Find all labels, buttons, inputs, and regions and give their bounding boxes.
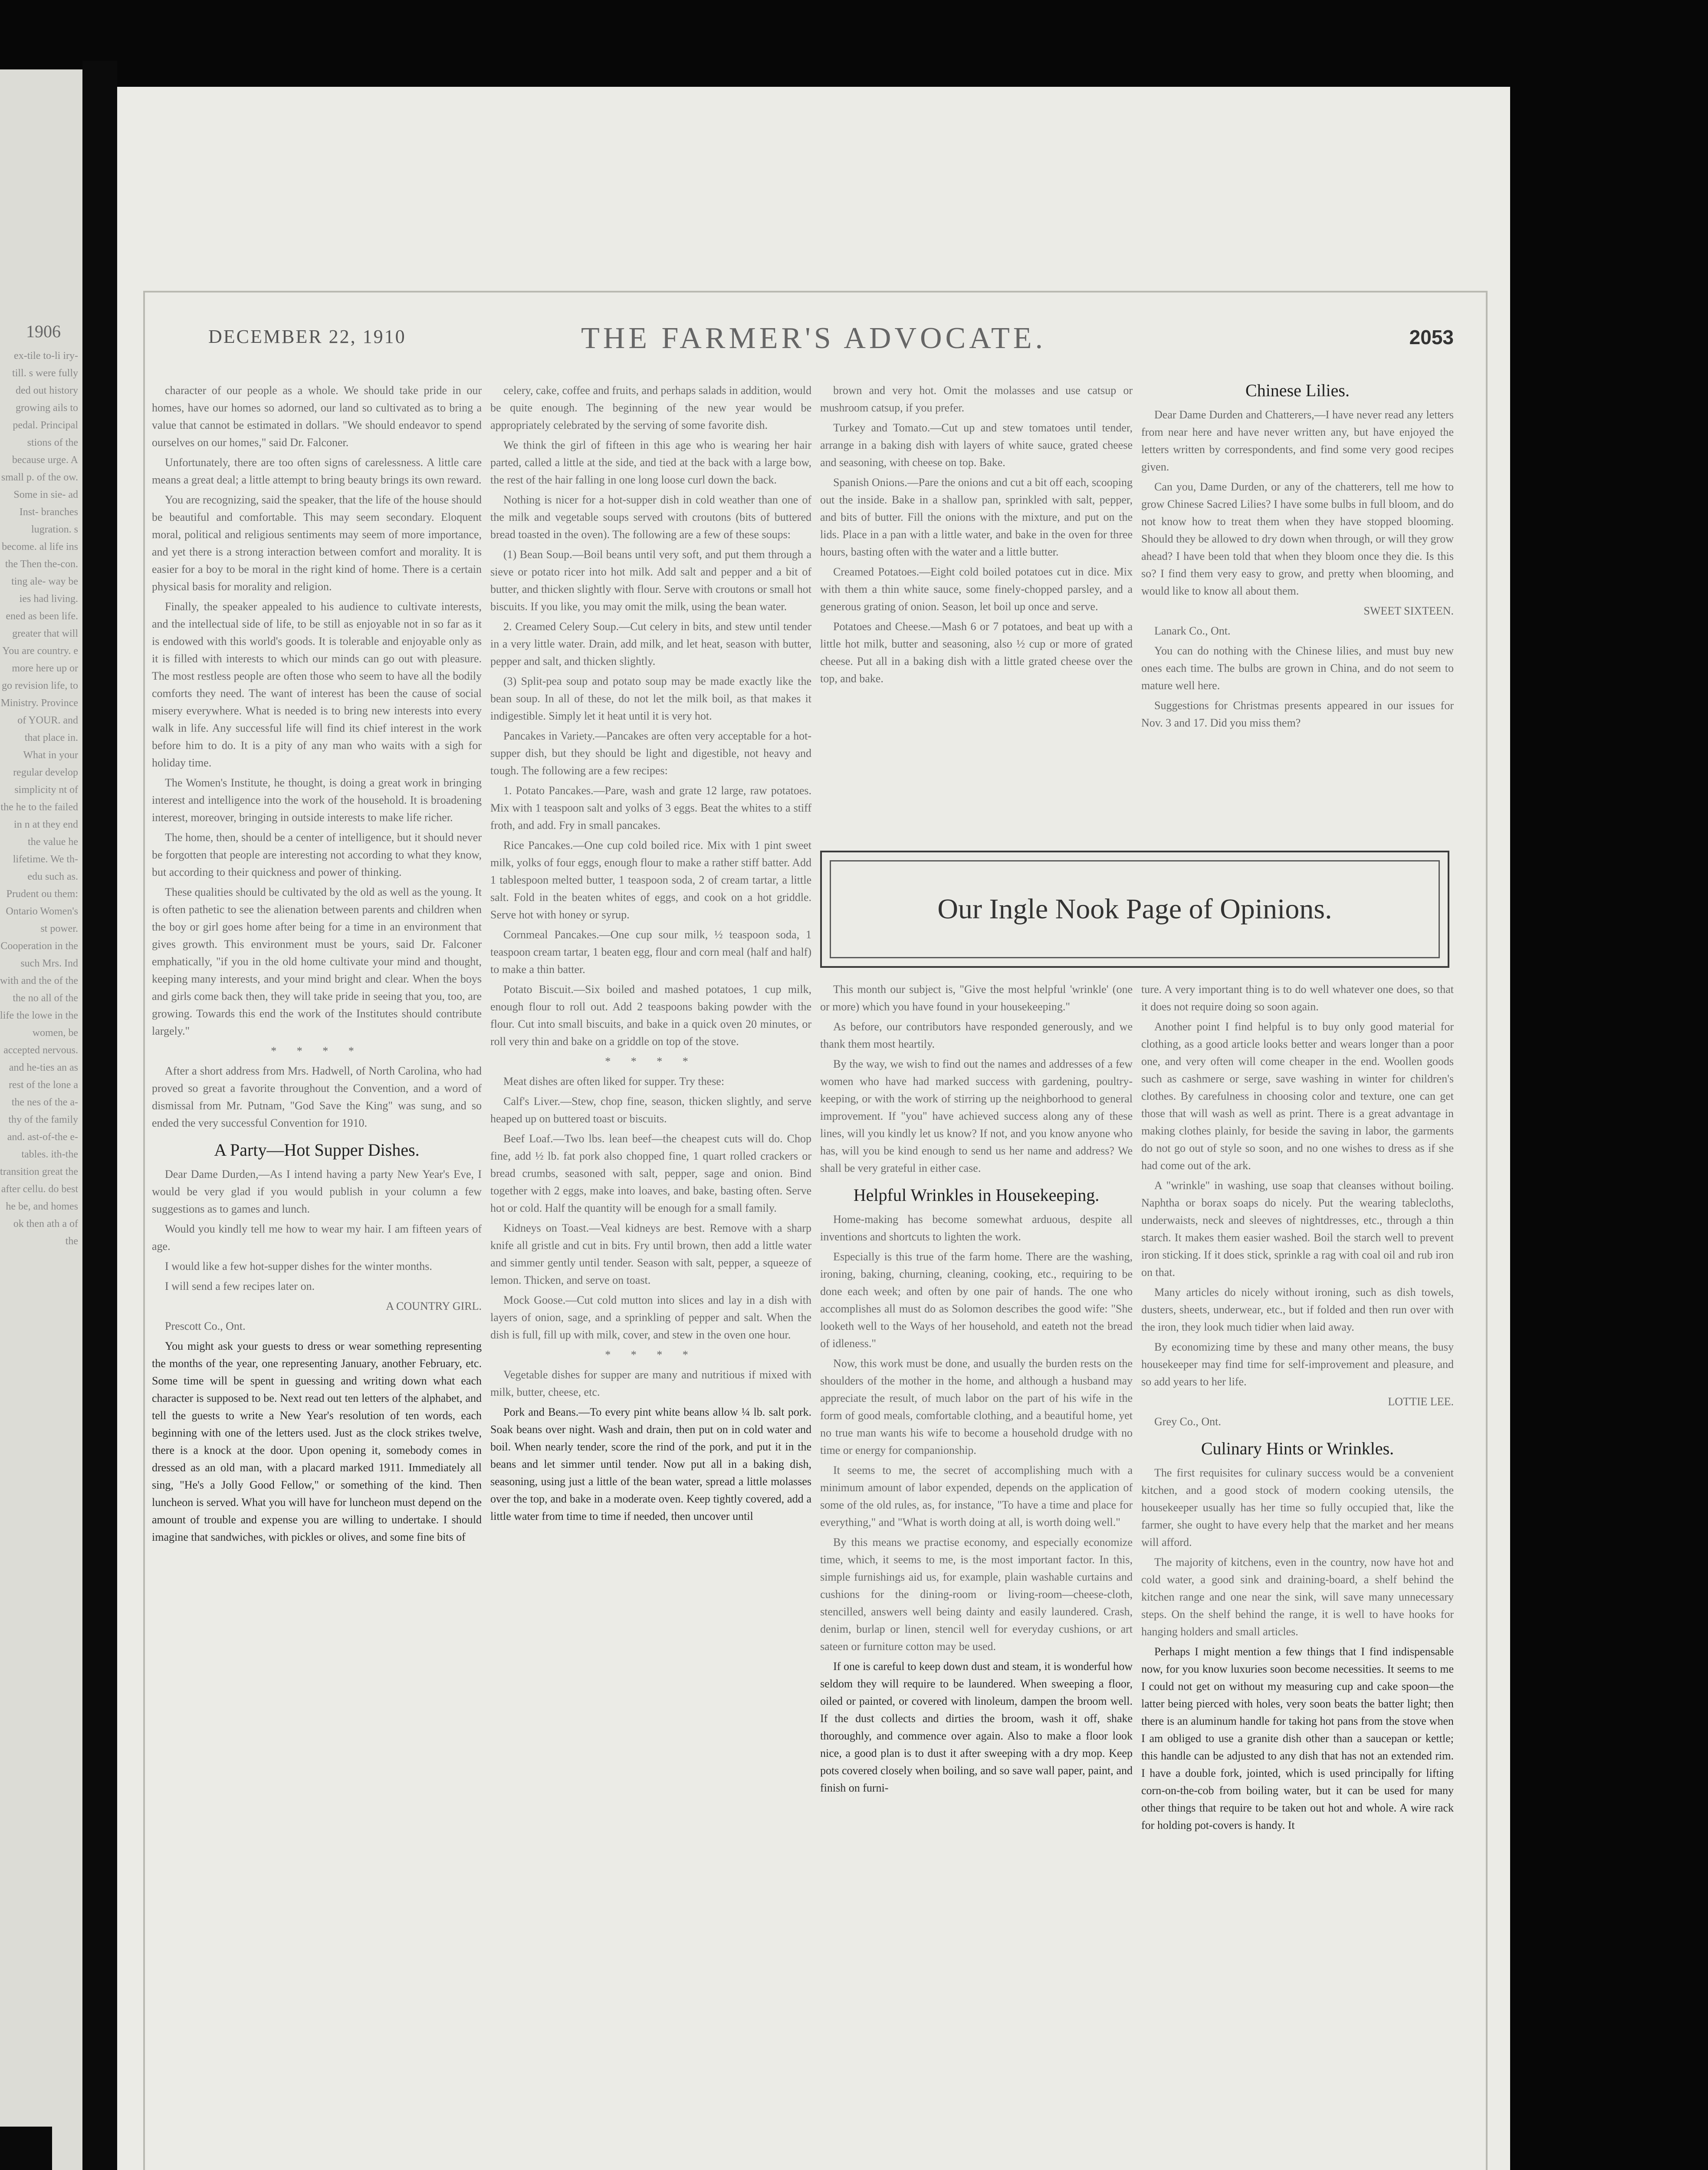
paragraph: Pancakes in Variety.—Pancakes are often very acceptable for a hot-supper dish, but they should be light and digestible, not heavy and tough. The following are a few recipes: bbox=[490, 730, 811, 777]
place-line: Lanark Co., Ont. bbox=[1154, 625, 1231, 637]
paragraph: These qualities should be cultivated by the old as well as the young. It is often pathetic to see the alienation between parents and children when the boy or girl goes home after being for a time in an environment that gives growth. This environment must be yours, said Dr. Falconer emphatically, "if you in the old home cultivate your mind and thought, keeping many interests, and your mind bright and clear. When the boys and girls come back then, they will take pride in seeing that you, too, are growing. Towards this end the work of the Institutes should contribute largely." bbox=[152, 886, 482, 1037]
paragraph: Can you, Dame Durden, or any of the chatterers, tell me how to grow Chinese Sacred Lilies? I have some bulbs in full bloom, and do not know how to treat them when they have stopped blooming. Should they be allowed to dry down when through, or will they grow ahead? I have been told that when they bloom once they die. Is this so? I find them very easy to grow, and pretty when blooming, and would like to know all about them. bbox=[1141, 480, 1454, 597]
paragraph: celery, cake, coffee and fruits, and perhaps salads in addition, would be quite enough. The beginning of the new year would be appropriately celebrated by the serving of some favorite dish. bbox=[490, 384, 811, 431]
paragraph: Cornmeal Pancakes.—One cup sour milk, ½ teaspoon soda, 1 teaspoon cream tartar, 1 beaten egg, flour and corn meal (half and half) to make a thin batter. bbox=[490, 928, 811, 976]
paragraph: ture. A very important thing is to do well whatever one does, so that it does not require doing so soon again. bbox=[1141, 983, 1454, 1013]
paragraph: The Women's Institute, he thought, is doing a great work in bringing interest and intelligence into the work of the household. It is broadening interest, moreover, bringing in outside interests to make life richer. bbox=[152, 776, 482, 824]
paragraph: As before, our contributors have responded generously, and we thank them most heartily. bbox=[820, 1020, 1133, 1050]
ingle-nook-title-box bbox=[820, 851, 1449, 968]
paragraph: You might ask your guests to dress or wear something representing the months of the year, one representing January, another February, etc. Some time will be spent in guessing and writing down what each character is supposed to be. Next read out ten letters of the alphabet, and tell the guests to write a New Year's resolution of ten words, each beginning with one of the letters used. Just as the clock strikes twelve, there is a knock at the door. Upon opening it, somebody comes in dressed as an old man, with a placard marked 1911. Immediately all sing, "He's a Jolly Good Fellow," or something of the kind. Then luncheon is served. What you will have for luncheon must depend on the amount of trouble and expense you are willing to undertake. I should imagine that sandwiches, with pickles or olives, and some fine bits of bbox=[152, 1340, 482, 1543]
paragraph: You are recognizing, said the speaker, that the life of the house should be beautiful and comfortable. This may seem secondary. Eloquent moral, political and religious sentiments may seem of more importance, and yet there is a strong interaction between comfort and morality. It is easier for a boy to be moral in the right kind of home. There is a certain physical basis for morality and religion. bbox=[152, 493, 482, 593]
paragraph: Would you kindly tell me how to wear my hair. I am fifteen years of age. bbox=[152, 1223, 482, 1253]
paragraph: It seems to me, the secret of accomplishing much with a minimum amount of labor expended, depends on the application of some of the old rules, as, for instance, "To have a time and place for everything," and "What is worth doing at all, is worth doing well." bbox=[820, 1464, 1133, 1529]
paragraph: (3) Split-pea soup and potato soup may be made exactly like the bean soup. In all of these, do not let the milk boil, as that makes it indigestible. Simply let it heat until it is very hot. bbox=[490, 675, 811, 722]
signature: A COUNTRY GIRL. bbox=[386, 1300, 482, 1312]
column-4-top bbox=[1141, 382, 1454, 842]
binding-spine bbox=[82, 61, 117, 2170]
signature: LOTTIE LEE. bbox=[1388, 1395, 1454, 1408]
newspaper-page bbox=[117, 87, 1510, 2170]
section-separator: * * * * bbox=[271, 1045, 363, 1057]
paragraph: Now, this work must be done, and usually the burden rests on the shoulders of the mother in the home, and although a husband may appreciate the result, of much labor on the part of his wife in the form of good meals, comfortable clothing, and a beautiful home, yet no true man wants his wife to become a household drudge with no time or energy for companionship. bbox=[820, 1357, 1133, 1457]
paragraph: 1. Potato Pancakes.—Pare, wash and grate 12 large, raw potatoes. Mix with 1 teaspoon salt and yolks of 3 eggs. Beat the whites to a stiff froth, and add. Fry in small pancakes. bbox=[490, 784, 811, 832]
paragraph: Potatoes and Cheese.—Mash 6 or 7 potatoes, and beat up with a little hot milk, butter and seasoning, also ½ cup or more of grated cheese. Put all in a baking dish with a little grated cheese over the top, and bake. bbox=[820, 620, 1133, 685]
paragraph: Kidneys on Toast.—Veal kidneys are best. Remove with a sharp knife all gristle and cut in bits. Fry until brown, then add a little water and simmer gently until tender. Season with salt, pepper, a squeeze of lemon. Thicken, and serve on toast. bbox=[490, 1222, 811, 1286]
paragraph: Dear Dame Durden,—As I intend having a party New Year's Eve, I would be very glad if you would publish in your column a few suggestions as to games and lunch. bbox=[152, 1168, 482, 1215]
paragraph: Another point I find helpful is to buy only good material for clothing, as a good article looks better and wears longer than a poor one, and very often will come cheaper in the end. Woollen goods such as cashmere or serge, save washing in winter for children's clothes. By carefulness in choosing color and texture, one can get those that will wash as well as print. There is a great advantage in making clothes plainly, for beside the saving in labor, the garments do not go out of style so soon, and no one wishes to dress as if she had come out of the ark. bbox=[1141, 1020, 1454, 1172]
paragraph: By economizing time by these and many other means, the busy housekeeper may find time for self-improvement and pleasure, and so add years to her life. bbox=[1141, 1341, 1454, 1388]
paragraph: Vegetable dishes for supper are many and nutritious if mixed with milk, butter, cheese, etc. bbox=[490, 1368, 811, 1398]
film-edge-mark bbox=[0, 2127, 52, 2170]
paragraph: We think the girl of fifteen in this age who is wearing her hair parted, called a little at the side, and tied at the back with a large bow, the rest of the hair falling in one long loose curl down the back. bbox=[490, 439, 811, 486]
paragraph: Especially is this true of the farm home. There are the washing, ironing, baking, churning, cleaning, cooking, etc., requiring to be done each week; and often by one pair of hands. The one who accomplishes all must do as Solomon describes the good wife: "She looketh well to the Ways of her household, and eateth not the bread of idleness." bbox=[820, 1250, 1133, 1350]
paragraph: A "wrinkle" in washing, use soap that cleanses without boiling. Naphtha or borax soaps do nicely. Put the wearing tablecloths, underwaists, neck and sleeves of nightdresses, etc., through a thin starch. It makes them easier washed. Boil the starch well to prevent iron sticking. If it does stick, sprinkle a rag with coal oil and rub iron on that. bbox=[1141, 1179, 1454, 1279]
paragraph: brown and very hot. Omit the molasses and use catsup or mushroom catsup, if you prefer. bbox=[820, 384, 1133, 414]
paragraph: Creamed Potatoes.—Eight cold boiled potatoes cut in dice. Mix with them a thin white sauce, some finely-chopped parsley, and a generous grating of onion. Season, let boil up once and serve. bbox=[820, 566, 1133, 613]
place-line: Prescott Co., Ont. bbox=[165, 1320, 246, 1332]
paragraph: Dear Dame Durden and Chatterers,—I have never read any letters from near here and have never written any, but have enjoyed the letters written by correspondents, and find some very good recipes given. bbox=[1141, 408, 1454, 473]
section-separator: * * * * bbox=[605, 1348, 697, 1361]
column-3-top bbox=[820, 382, 1133, 842]
paragraph: (1) Bean Soup.—Boil beans until very soft, and put them through a sieve or potato ricer into hot milk. Add salt and pepper and a bit of butter, and thicken slightly with flour. Serve with croutons or small hot biscuits. If you like, you may omit the milk, using the bean water. bbox=[490, 548, 811, 613]
paragraph: Rice Pancakes.—One cup cold boiled rice. Mix with 1 pint sweet milk, yolks of four eggs, enough flour to make a rather stiff batter. Add 1 tablespoon melted butter, 1 teaspoon soda, 2 of cream tartar, a little salt. Fold in the beaten whites of eggs, and cook on a hot griddle. Serve hot with honey or syrup. bbox=[490, 839, 811, 921]
paragraph: Calf's Liver.—Stew, chop fine, season, thicken slightly, and serve heaped up on buttered toast or biscuits. bbox=[490, 1095, 811, 1125]
paragraph: Pork and Beans.—To every pint white beans allow ¼ lb. salt pork. Soak beans over night. Wash and drain, then put on in cold water and boil. When nearly tender, score the rind of the pork, and put it in the beans and let simmer until tender. Now put all in a baking dish, seasoning, using just a little of the bean water, spread a little molasses over the top, and bake in a moderate oven. Keep tightly covered, add a little water from time to time if needed, then uncover until bbox=[490, 1406, 811, 1522]
place-line: Grey Co., Ont. bbox=[1154, 1415, 1221, 1428]
page-number: 2053 bbox=[1409, 326, 1454, 349]
paragraph: You can do nothing with the Chinese lilies, and must buy new ones each time. The bulbs are grown in China, and do not seem to mature well here. bbox=[1141, 644, 1454, 692]
section-heading: A Party—Hot Supper Dishes. bbox=[214, 1140, 420, 1160]
paragraph: Meat dishes are often liked for supper. Try these: bbox=[503, 1075, 725, 1088]
column-2 bbox=[490, 382, 811, 2170]
paragraph: Nothing is nicer for a hot-supper dish in cold weather than one of the milk and vegetable soups served with croutons (bits of buttered bread toasted in the oven). The following are a few of these soups: bbox=[490, 493, 811, 541]
header-title: THE FARMER'S ADVOCATE. bbox=[581, 322, 1047, 355]
column-1 bbox=[152, 382, 482, 2170]
paragraph: Home-making has become somewhat arduous, despite all inventions and shortcuts to lighten the work. bbox=[820, 1213, 1133, 1243]
previous-page-edge bbox=[0, 69, 82, 2170]
paragraph: The home, then, should be a center of intelligence, but it should never be forgotten that people are interesting not according to what they know, but according to their quickness and power of thinking. bbox=[152, 831, 482, 878]
paragraph: After a short address from Mrs. Hadwell, of North Carolina, who had proved so great a favorite throughout the Convention, and a word of dismissal from Mr. Putnam, "God Save the King" was sung, and so ended the very successful Convention for 1910. bbox=[152, 1065, 482, 1129]
header-date: DECEMBER 22, 1910 bbox=[208, 326, 406, 347]
paragraph: 2. Creamed Celery Soup.—Cut celery in bits, and stew until tender in a very little water. Drain, add milk, and let heat, season with butter, pepper and salt, and thicken slightly. bbox=[490, 620, 811, 667]
paragraph: Beef Loaf.—Two lbs. lean beef—the cheapest cuts will do. Chop fine, add ½ lb. fat pork also chopped fine, 1 quart rolled crackers or bread crumbs, seasoned with salt, pepper, sage and onion. Bind together with 2 eggs, make into loaves, and bake, basting often. Serve hot or cold. Half the quantity will be enough for a small family. bbox=[490, 1132, 811, 1214]
ingle-nook-inner-frame bbox=[830, 860, 1440, 958]
paragraph: Suggestions for Christmas presents appeared in our issues for Nov. 3 and 17. Did you miss them? bbox=[1141, 699, 1454, 729]
page-header bbox=[161, 321, 1467, 365]
paragraph: The majority of kitchens, even in the country, now have hot and cold water, a good sink and draining-board, a shelf behind the kitchen range and one near the sink, will save many unnecessary steps. On the shelf behind the range, it is well to have hooks for hanging holders and small articles. bbox=[1141, 1556, 1454, 1638]
paragraph: Unfortunately, there are too often signs of carelessness. A little care means a great deal; a little attempt to bring beauty brings its own reward. bbox=[152, 456, 482, 486]
paragraph: character of our people as a whole. We should take pride in our homes, have our homes so adorned, our land so cultivated as to bring a value that cannot be estimated in dollars. "We should endeavor to spend ourselves on our homes," said Dr. Falconer. bbox=[152, 384, 482, 449]
paragraph: Finally, the speaker appealed to his audience to cultivate interests, and the intellectual side of life, to be still as enjoyable not in so far as it is endowed with this world's goods. It is tolerable and enjoyable only as it is filled with interests to which our minds can go out with pleasure. The most restless people are often those who seem to have all the bodily comforts they need. The want of interest has been the cause of social misery everywhere. What is needed is to bring new interests into every walk in life. Any successful life will find its chief interest in the work before him to do. It is a pity of any man who waits with a sigh for holiday time. bbox=[152, 600, 482, 769]
paragraph: I will send a few recipes later on. bbox=[165, 1280, 315, 1292]
previous-page-text: ex-tile to-li iry-till. s were fully ded out history growing ails to pedal. Principal stions of the because urge. A small p. of the ow. Some in sie- ad Inst- branches lugration. s become. al life ins the Then the-con. ting ale- way be ies had living. ened as been life. greater that will You are country. e more here up or go revision life, to Ministry. Province of YOUR. and that place in. What in your regular develop simplicity nt of the he to the failed in n at they end the value he lifetime. We th-edu such as. Prudent ou them: Ontario Women's st power. Cooperation in the such Mrs. Ind with and the of the the no all of the life the lowe in the women, be accepted nervous. and he-ties an as rest of the lone a the nes of the a-thy of the family and. ast-of-the e-tables. ith-the transition great the after cellu. do best he be, and homes ok then ath a of the bbox=[0, 350, 78, 1247]
previous-page-header: 1906 bbox=[26, 322, 61, 341]
paragraph: Turkey and Tomato.—Cut up and stew tomatoes until tender, arrange in a baking dish with layers of white sauce, grated cheese and seasoning, with cheese on top. Bake. bbox=[820, 421, 1133, 469]
paragraph: Many articles do nicely without ironing, such as dish towels, dusters, sheets, underwear, etc., but if folded and then run over with the iron, they look much tidier when laid away. bbox=[1141, 1286, 1454, 1333]
paragraph: Potato Biscuit.—Six boiled and mashed potatoes, 1 cup milk, enough flour to roll out. Add 2 teaspoons baking powder with the flour. Cut into small biscuits, and bake in a quick oven 20 minutes, or roll very thin and bake on a griddle on top of the stove. bbox=[490, 983, 811, 1048]
paragraph: If one is careful to keep down dust and steam, it is wonderful how seldom they will require to be laundered. When sweeping a floor, oiled or painted, or covered with linoleum, dampen the broom well. If the dust collects and dirties the broom, wash it off, shake thoroughly, and commence over again. Also to make a floor look nice, a good plan is to dust it after sweeping with a dry mop. Keep pots covered closely when boiling, and so save wall paper, paint, and finish on furni- bbox=[820, 1660, 1133, 1794]
section-heading: Chinese Lilies. bbox=[1245, 382, 1350, 400]
section-separator: * * * * bbox=[605, 1055, 697, 1068]
column-4-bottom bbox=[1141, 981, 1454, 2170]
paragraph: The first requisites for culinary success would be a convenient kitchen, and a good stock of modern cooking utensils, the housekeeper usually has her time so fully occupied that, like the farmer, she ought to have every help that the market and her means will afford. bbox=[1141, 1466, 1454, 1549]
paragraph: This month our subject is, "Give the most helpful 'wrinkle' (one or more) which you have found in your housekeeping." bbox=[820, 983, 1133, 1013]
section-heading: Helpful Wrinkles in Housekeeping. bbox=[853, 1185, 1100, 1205]
paragraph: I would like a few hot-supper dishes for the winter months. bbox=[165, 1260, 432, 1272]
paragraph: By this means we practise economy, and especially economize time, which, it seems to me, is the most important factor. In this, simple furnishings aid us, for example, plain washable curtains and cushions for the dining-room or living-room—cheese-cloth, stencilled, answers well being dainty and easily laundered. Crash, denim, burlap or linen, stencil well for everyday cushions, or art sateen or furniture cotton may be used. bbox=[820, 1536, 1133, 1653]
paragraph: Mock Goose.—Cut cold mutton into slices and lay in a dish with layers of onion, sage, and a sprinkling of pepper and salt. When the dish is full, fill up with milk, cover, and stew in the oven one hour. bbox=[490, 1294, 811, 1341]
signature: SWEET SIXTEEN. bbox=[1363, 605, 1454, 617]
paragraph: By the way, we wish to find out the names and addresses of a few women who have had marked success with gardening, poultry-keeping, or with the work of stirring up the neighborhood to general improvement. If "you" have achieved success along any of these lines, will you kindly let us know? If not, and you know anyone who has, will you be kind enough to send us her name and address? We shall be very grateful in either case. bbox=[820, 1058, 1133, 1174]
section-heading: Culinary Hints or Wrinkles. bbox=[1201, 1439, 1394, 1458]
column-3-bottom bbox=[820, 981, 1133, 2170]
ingle-nook-title: Our Ingle Nook Page of Opinions. bbox=[937, 893, 1332, 925]
paragraph: Spanish Onions.—Pare the onions and cut a bit off each, scooping out the inside. Bake in a shallow pan, sprinkled with salt, pepper, and bits of butter. Fill the onions with the mixture, and put on the lids. Place in a pan with a little water, and bake in the oven for three hours, basting often with the water and a little butter. bbox=[820, 476, 1133, 558]
paragraph: Perhaps I might mention a few things that I find indispensable now, for you know luxuries soon become necessities. It seems to me I could not get on without my measuring cup and cake spoon—the latter being pierced with holes, very soon beats the batter light; then there is an aluminum handle for taking hot pans from the stove when I am obliged to use a granite dish other than a saucepan or kettle; this handle can be adjusted to any dish that has not an extended rim. I have a double fork, jointed, which is used principally for lifting corn-on-the-cob from boiling water, but it can be used for many other things that require to be taken out hot and whole. A wire rack for holding pot-covers is handy. It bbox=[1141, 1645, 1454, 1831]
